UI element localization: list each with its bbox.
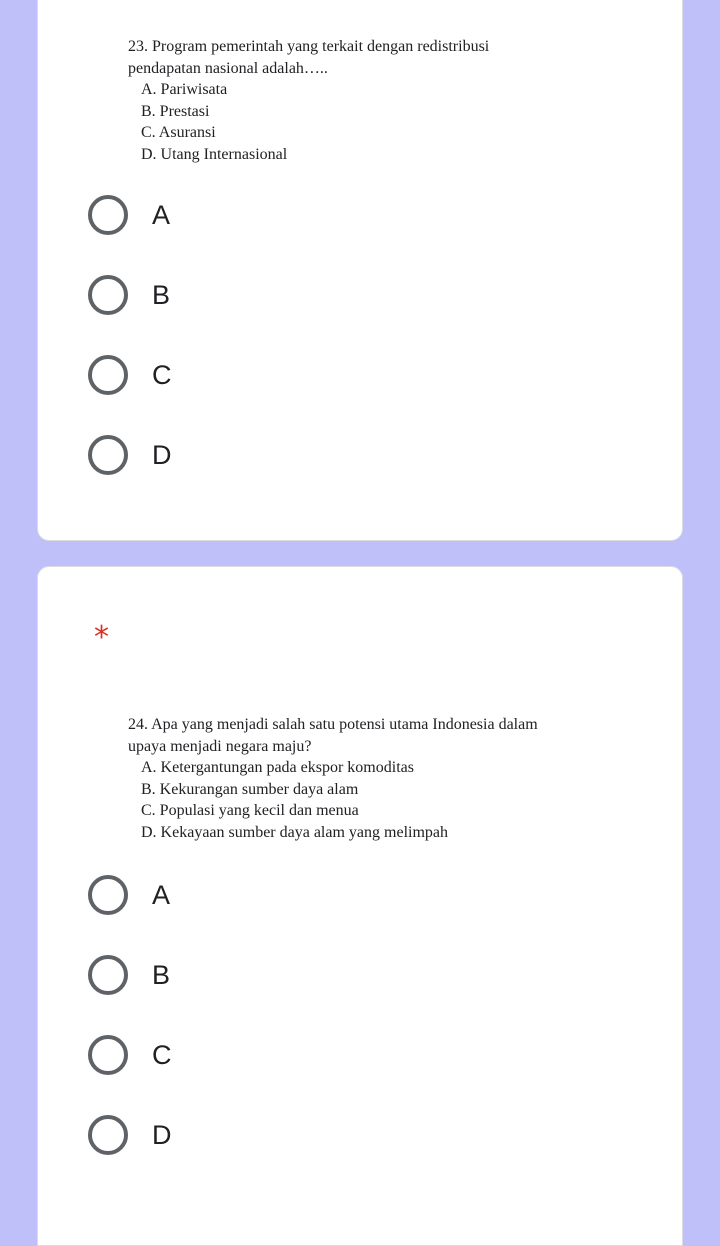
question-line: 24. Apa yang menjadi salah satu potensi utama Indonesia dalam [128, 716, 538, 733]
choice-text-d: D. Kekayaan sumber daya alam yang melimpah [141, 823, 448, 841]
radio-option-d[interactable] [88, 435, 172, 475]
radio-button[interactable] [88, 435, 128, 475]
radio-option-a[interactable] [88, 195, 172, 235]
radio-button[interactable] [88, 955, 128, 995]
question-card-23 [37, 0, 683, 541]
radio-option-d[interactable] [88, 1115, 172, 1155]
question-line: 23. Program pemerintah yang terkait dengan redistribusi [128, 38, 490, 55]
radio-option-b[interactable] [88, 955, 172, 995]
radio-option-label: D [152, 439, 172, 470]
radio-button[interactable] [88, 1115, 128, 1155]
radio-option-label: B [152, 959, 171, 990]
radio-button[interactable] [88, 275, 128, 315]
choice-text-c: C. Populasi yang kecil dan menua [141, 802, 359, 819]
radio-group-24 [88, 875, 172, 1195]
radio-option-label: B [152, 279, 171, 310]
radio-option-label: D [152, 1119, 172, 1150]
question-text-23 [128, 36, 489, 165]
radio-option-label: A [152, 879, 171, 910]
choice-text-b: B. Prestasi [141, 102, 210, 120]
choice-text-b: B. Kekurangan sumber daya alam [141, 780, 359, 798]
question-text-24 [128, 714, 538, 843]
question-line: pendapatan nasional adalah….. [128, 59, 328, 77]
radio-option-c[interactable] [88, 355, 172, 395]
question-card-24 [37, 566, 683, 1246]
radio-option-b[interactable] [88, 275, 172, 315]
radio-option-label: C [152, 1039, 172, 1070]
radio-option-label: A [152, 199, 171, 230]
required-asterisk-icon: * [94, 620, 109, 655]
radio-option-label: C [152, 359, 172, 390]
radio-button[interactable] [88, 195, 128, 235]
choice-text-d: D. Utang Internasional [141, 145, 288, 163]
radio-option-a[interactable] [88, 875, 172, 915]
choice-text-a: A. Pariwisata [141, 81, 228, 98]
choice-text-c: C. Asuransi [141, 124, 216, 141]
radio-group-23 [88, 195, 172, 515]
radio-button[interactable] [88, 355, 128, 395]
radio-button[interactable] [88, 1035, 128, 1075]
radio-option-c[interactable] [88, 1035, 172, 1075]
radio-button[interactable] [88, 875, 128, 915]
choice-text-a: A. Ketergantungan pada ekspor komoditas [141, 759, 414, 776]
question-line: upaya menjadi negara maju? [128, 737, 312, 755]
